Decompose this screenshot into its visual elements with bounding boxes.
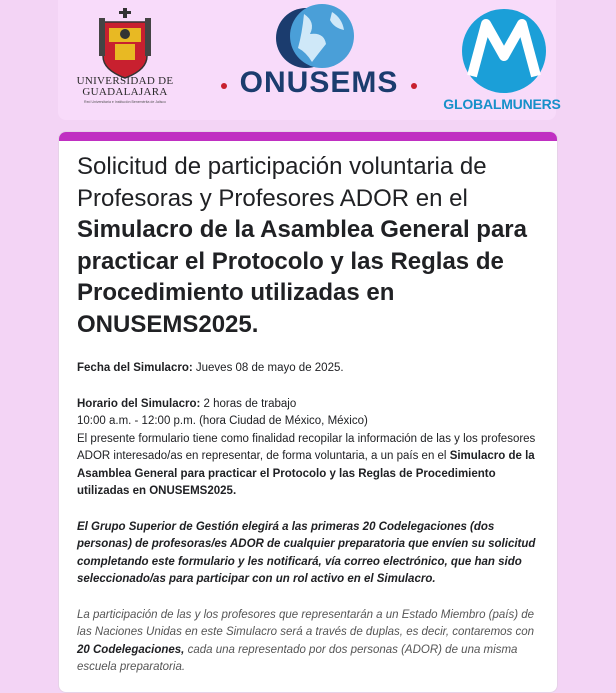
participation-paragraph: La participación de las y los profesores que representarán a un Estado Miembro (país) de las Naciones Unidas en este Simulacro será a través de duplas, es decir, contaremos con 20 Codelegaciones, cada una representado por dos personas (ADOR) de una misma escuela preparatoria. (77, 608, 535, 673)
onusems-wordmark: ONUSEMS (239, 66, 399, 99)
form-title: Solicitud de participación voluntaria de Profesoras y Profesores ADOR en el Simulacro de la Asamblea General para practicar el Protocolo y las Reglas de Procedimiento utilizadas en ONUSEMS2025. (77, 153, 527, 338)
udg-subtitle: Red Universitaria e Institución Benemérita de Jalisco (84, 100, 166, 104)
form-header-card (58, 131, 558, 693)
purpose-paragraph: El presente formulario tiene como finalidad recopilar la información de las y los profesores ADOR interesado/as en representar, de forma voluntaria, a un país en el Simulacro de la Asamblea General para practicar el Protocolo y las Reglas de Procedimiento utilizadas en ONUSEMS2025. (77, 432, 536, 497)
horario-line: Horario del Simulacro: 2 horas de trabajo (77, 397, 297, 410)
globalmuners-logo (454, 6, 554, 96)
form-accent-bar (59, 132, 557, 141)
form-description (77, 360, 537, 677)
udg-name: UNIVERSIDAD DE GUADALAJARA (76, 75, 174, 98)
fecha-line: Fecha del Simulacro: Jueves 08 de mayo de 2025. (77, 362, 344, 374)
grupo-paragraph: El Grupo Superior de Gestión elegirá a las primeras 20 Codelegaciones (dos personas) de profesoras/es ADOR de cualquier preparatoria que envíen su solicitud completando este formulario y les notificará, vía correo electrónico, que han sido seleccionado/as para participar con un rol activo en el Simulacro. (77, 520, 536, 585)
globalmuners-wordmark: GLOBALMUNERS (443, 96, 561, 112)
horario-time: 10:00 a.m. - 12:00 p.m. (hora Ciudad de México, México) (77, 415, 368, 427)
